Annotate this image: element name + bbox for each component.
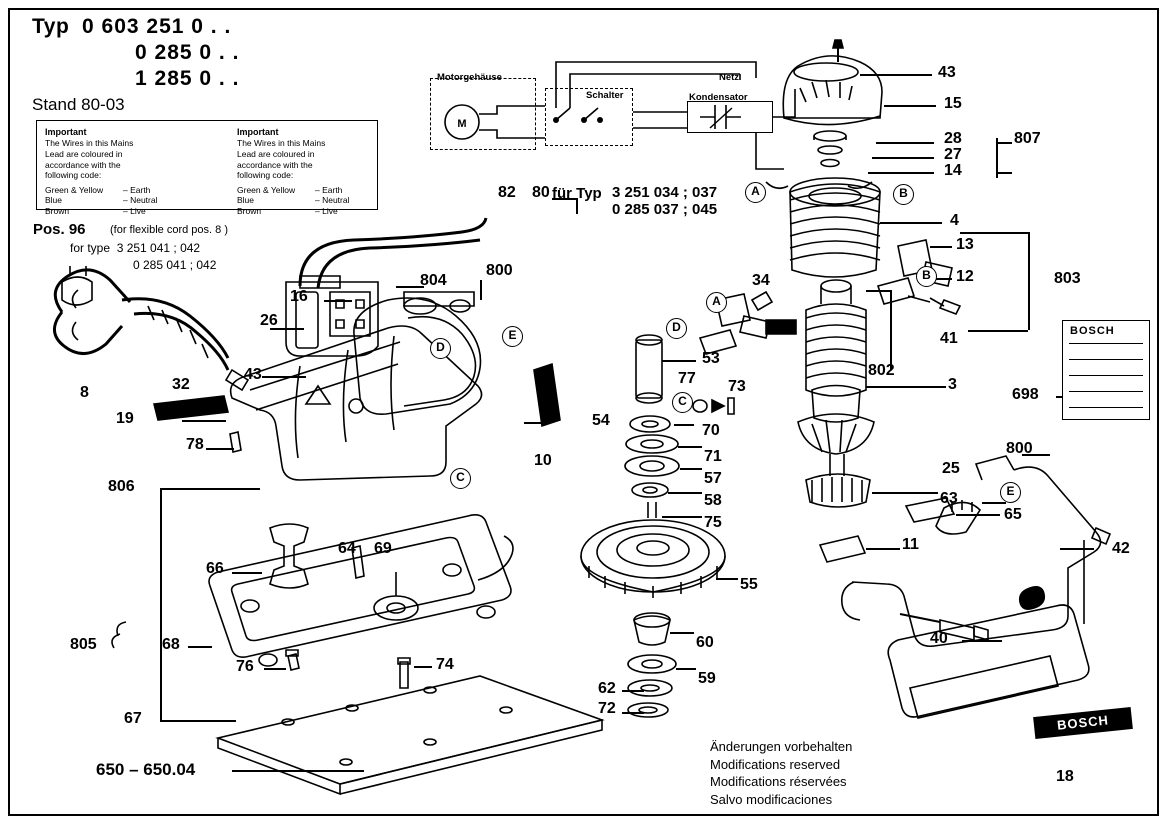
callout-69: 69 [374, 540, 392, 557]
type-number-2: 0 285 0 . . [135, 41, 240, 64]
callout-32: 32 [172, 376, 190, 393]
callout-18: 18 [1056, 768, 1074, 785]
footer-line-fr: Modifications réservées [710, 774, 847, 790]
callout-698: 698 [1012, 386, 1039, 403]
leader-63 [982, 502, 1006, 504]
leader-10 [524, 422, 544, 424]
bosch-nameplate [1062, 320, 1150, 420]
fuer-typ-prefix: für Typ [552, 185, 602, 202]
leader-43b [262, 376, 306, 378]
callout-800-right: 800 [1006, 440, 1033, 457]
callout-14: 14 [944, 162, 962, 179]
wire-fn-2-1: – Neutral [315, 195, 350, 206]
callout-803: 803 [1054, 270, 1081, 287]
leader-4 [880, 222, 942, 224]
callout-62: 62 [598, 680, 616, 697]
callout-650: 650 – 650.04 [96, 760, 196, 779]
callout-800-left: 800 [486, 262, 513, 279]
wire-color-1-2: Brown [45, 206, 70, 216]
callout-42: 42 [1112, 540, 1130, 557]
circle-letter-c-right: C [672, 392, 693, 413]
leader-13 [930, 246, 952, 248]
leader-53 [662, 360, 696, 362]
leader-55 [716, 578, 738, 580]
important-body-1-l4: following code: [45, 170, 102, 181]
important-body-1-l3: accordance with the [45, 159, 121, 170]
callout-43b: 43 [244, 366, 262, 383]
callout-54: 54 [592, 412, 610, 429]
wire-fn-1-1: – Neutral [123, 195, 158, 206]
callout-28: 28 [944, 130, 962, 147]
callout-806: 806 [108, 478, 135, 495]
switch-label: Schalter [586, 90, 624, 101]
callout-15: 15 [944, 95, 962, 112]
circle-letter-e-right: E [1000, 482, 1021, 503]
callout-43: 43 [938, 64, 956, 81]
leader-75 [662, 516, 702, 518]
callout-13: 13 [956, 236, 974, 253]
circle-letter-b-mid: B [916, 266, 937, 287]
pos96-line-2: 0 285 041 ; 042 [133, 258, 217, 272]
wire-color-2-2: Brown [237, 206, 262, 216]
callout-75: 75 [704, 514, 722, 531]
leader-74 [414, 666, 432, 668]
leader-806 [160, 488, 260, 490]
callout-82: 82 [498, 184, 516, 201]
leader-800a [480, 280, 482, 300]
pos96-note: (for flexible cord pos. 8 ) [110, 224, 228, 236]
important-body-1-l2: Lead are coloured in [45, 148, 123, 159]
svg-text:M: M [457, 118, 467, 130]
leader-14 [868, 172, 934, 174]
circle-letter-e-left: E [502, 326, 523, 347]
callout-41: 41 [940, 330, 958, 347]
callout-59: 59 [698, 670, 716, 687]
callout-3: 3 [948, 376, 957, 393]
wire-fn-2-0: – Earth [315, 184, 343, 195]
callout-25: 25 [942, 460, 960, 477]
leader-25 [872, 492, 938, 494]
important-title-1: Important [45, 127, 87, 137]
circle-letter-a-top: A [745, 182, 766, 203]
leader-62 [622, 690, 644, 692]
important-title-2: Important [237, 127, 279, 137]
callout-68: 68 [162, 636, 180, 653]
callout-40: 40 [930, 630, 948, 647]
leader-42 [1060, 548, 1094, 550]
callout-807: 807 [1014, 130, 1041, 147]
pos96-title: Pos. 96 [33, 221, 86, 238]
important-body-2-l2: Lead are coloured in [237, 148, 315, 159]
important-body-2-l3: accordance with the [237, 159, 313, 170]
leader-807b [996, 172, 1012, 174]
important-body-2-l1: The Wires in this Mains [237, 138, 326, 149]
callout-80: 80 [532, 184, 550, 201]
leader-57 [680, 468, 702, 470]
callout-58: 58 [704, 492, 722, 509]
leader-806v [160, 488, 162, 720]
leader-65 [956, 514, 1000, 516]
callout-66: 66 [206, 560, 224, 577]
leader-54 [674, 424, 694, 426]
leader-78 [206, 448, 234, 450]
leader-803b [968, 330, 1028, 332]
footer-line-es: Salvo modificaciones [710, 791, 833, 807]
leader-16 [324, 300, 352, 302]
leader-803-brace [1028, 232, 1030, 330]
important-body-1-l1: The Wires in this Mains [45, 138, 134, 149]
mains-label: Netz [719, 72, 740, 83]
leader-807a [996, 142, 1012, 144]
leader-802a [866, 290, 890, 292]
footer-line-en: Modifications reserved [710, 756, 841, 772]
callout-77: 77 [678, 370, 696, 387]
circle-letter-c-left: C [450, 468, 471, 489]
leader-650 [232, 770, 364, 772]
callout-11: 11 [902, 536, 919, 553]
callout-67: 67 [124, 710, 142, 727]
type-number-1: 0 603 251 0 . . [82, 15, 232, 38]
callout-73: 73 [728, 378, 746, 395]
footer-line-de: Änderungen vorbehalten [710, 739, 853, 754]
leader-43 [860, 74, 932, 76]
callout-26: 26 [260, 312, 278, 329]
callout-64: 64 [338, 540, 356, 557]
fuer-typ-line2: 0 285 037 ; 045 [612, 201, 718, 218]
callout-27: 27 [944, 146, 962, 163]
leader-3 [866, 386, 946, 388]
callout-55: 55 [740, 576, 758, 593]
leader-68 [188, 646, 212, 648]
callout-53: 53 [702, 350, 720, 367]
leader-40 [962, 640, 1002, 642]
leader-66 [232, 572, 262, 574]
wire-fn-1-2: – Live [123, 206, 146, 216]
wire-color-1-1: Blue [45, 195, 63, 206]
callout-8: 8 [80, 384, 89, 401]
callout-57: 57 [704, 470, 722, 487]
callout-805: 805 [70, 636, 97, 653]
important-body-2-l4: following code: [237, 170, 294, 181]
leader-72 [622, 712, 644, 714]
callout-71: 71 [704, 448, 722, 465]
callout-4: 4 [950, 212, 959, 229]
callout-65: 65 [1004, 506, 1022, 523]
wire-color-1-0: Green & Yellow [45, 184, 104, 195]
leader-19 [182, 420, 226, 422]
callout-804: 804 [420, 272, 447, 289]
callout-76: 76 [236, 658, 254, 675]
callout-12: 12 [956, 268, 974, 285]
callout-78: 78 [186, 436, 204, 453]
nameplate-brand: BOSCH [1070, 325, 1115, 337]
fuer-typ-line1: 3 251 034 ; 037 [612, 184, 718, 201]
callout-74: 74 [436, 656, 454, 673]
callout-10: 10 [534, 452, 552, 469]
callout-72: 72 [598, 700, 616, 717]
wire-fn-2-2: – Live [315, 206, 338, 216]
type-number-3: 1 285 0 . . [135, 67, 240, 90]
leader-802b [890, 290, 892, 370]
callout-16: 16 [290, 288, 308, 305]
stand-date: Stand 80-03 [32, 95, 125, 114]
wire-fn-1-0: – Earth [123, 184, 151, 195]
callout-802: 802 [868, 362, 895, 379]
wire-color-2-0: Green & Yellow [237, 184, 296, 195]
leader-58 [668, 492, 702, 494]
leader-71 [678, 446, 702, 448]
type-label: Typ [32, 15, 70, 38]
leader-803a [960, 232, 1028, 234]
leader-15 [884, 105, 936, 107]
pos96-line-1: for type 3 251 041 ; 042 [70, 241, 201, 255]
leader-28 [876, 142, 934, 144]
circle-letter-d-right: D [666, 318, 687, 339]
callout-19: 19 [116, 410, 134, 427]
leader-60 [670, 632, 694, 634]
leader-76 [264, 668, 286, 670]
leader-11 [866, 548, 900, 550]
bosch-logo-tag: BOSCH [1033, 707, 1133, 739]
callout-63: 63 [940, 490, 958, 507]
leader-67 [160, 720, 236, 722]
callout-34: 34 [752, 272, 770, 289]
circle-letter-b-top: B [893, 184, 914, 205]
callout-60: 60 [696, 634, 714, 651]
motor-housing-label: Motorgehäuse [437, 72, 502, 83]
callout-70: 70 [702, 422, 720, 439]
wire-color-2-1: Blue [237, 195, 255, 206]
leader-59 [676, 668, 696, 670]
circle-letter-a-mid: A [706, 292, 727, 313]
leader-27 [872, 157, 934, 159]
circle-letter-d-left: D [430, 338, 451, 359]
capacitor-label: Kondensator [689, 92, 748, 103]
